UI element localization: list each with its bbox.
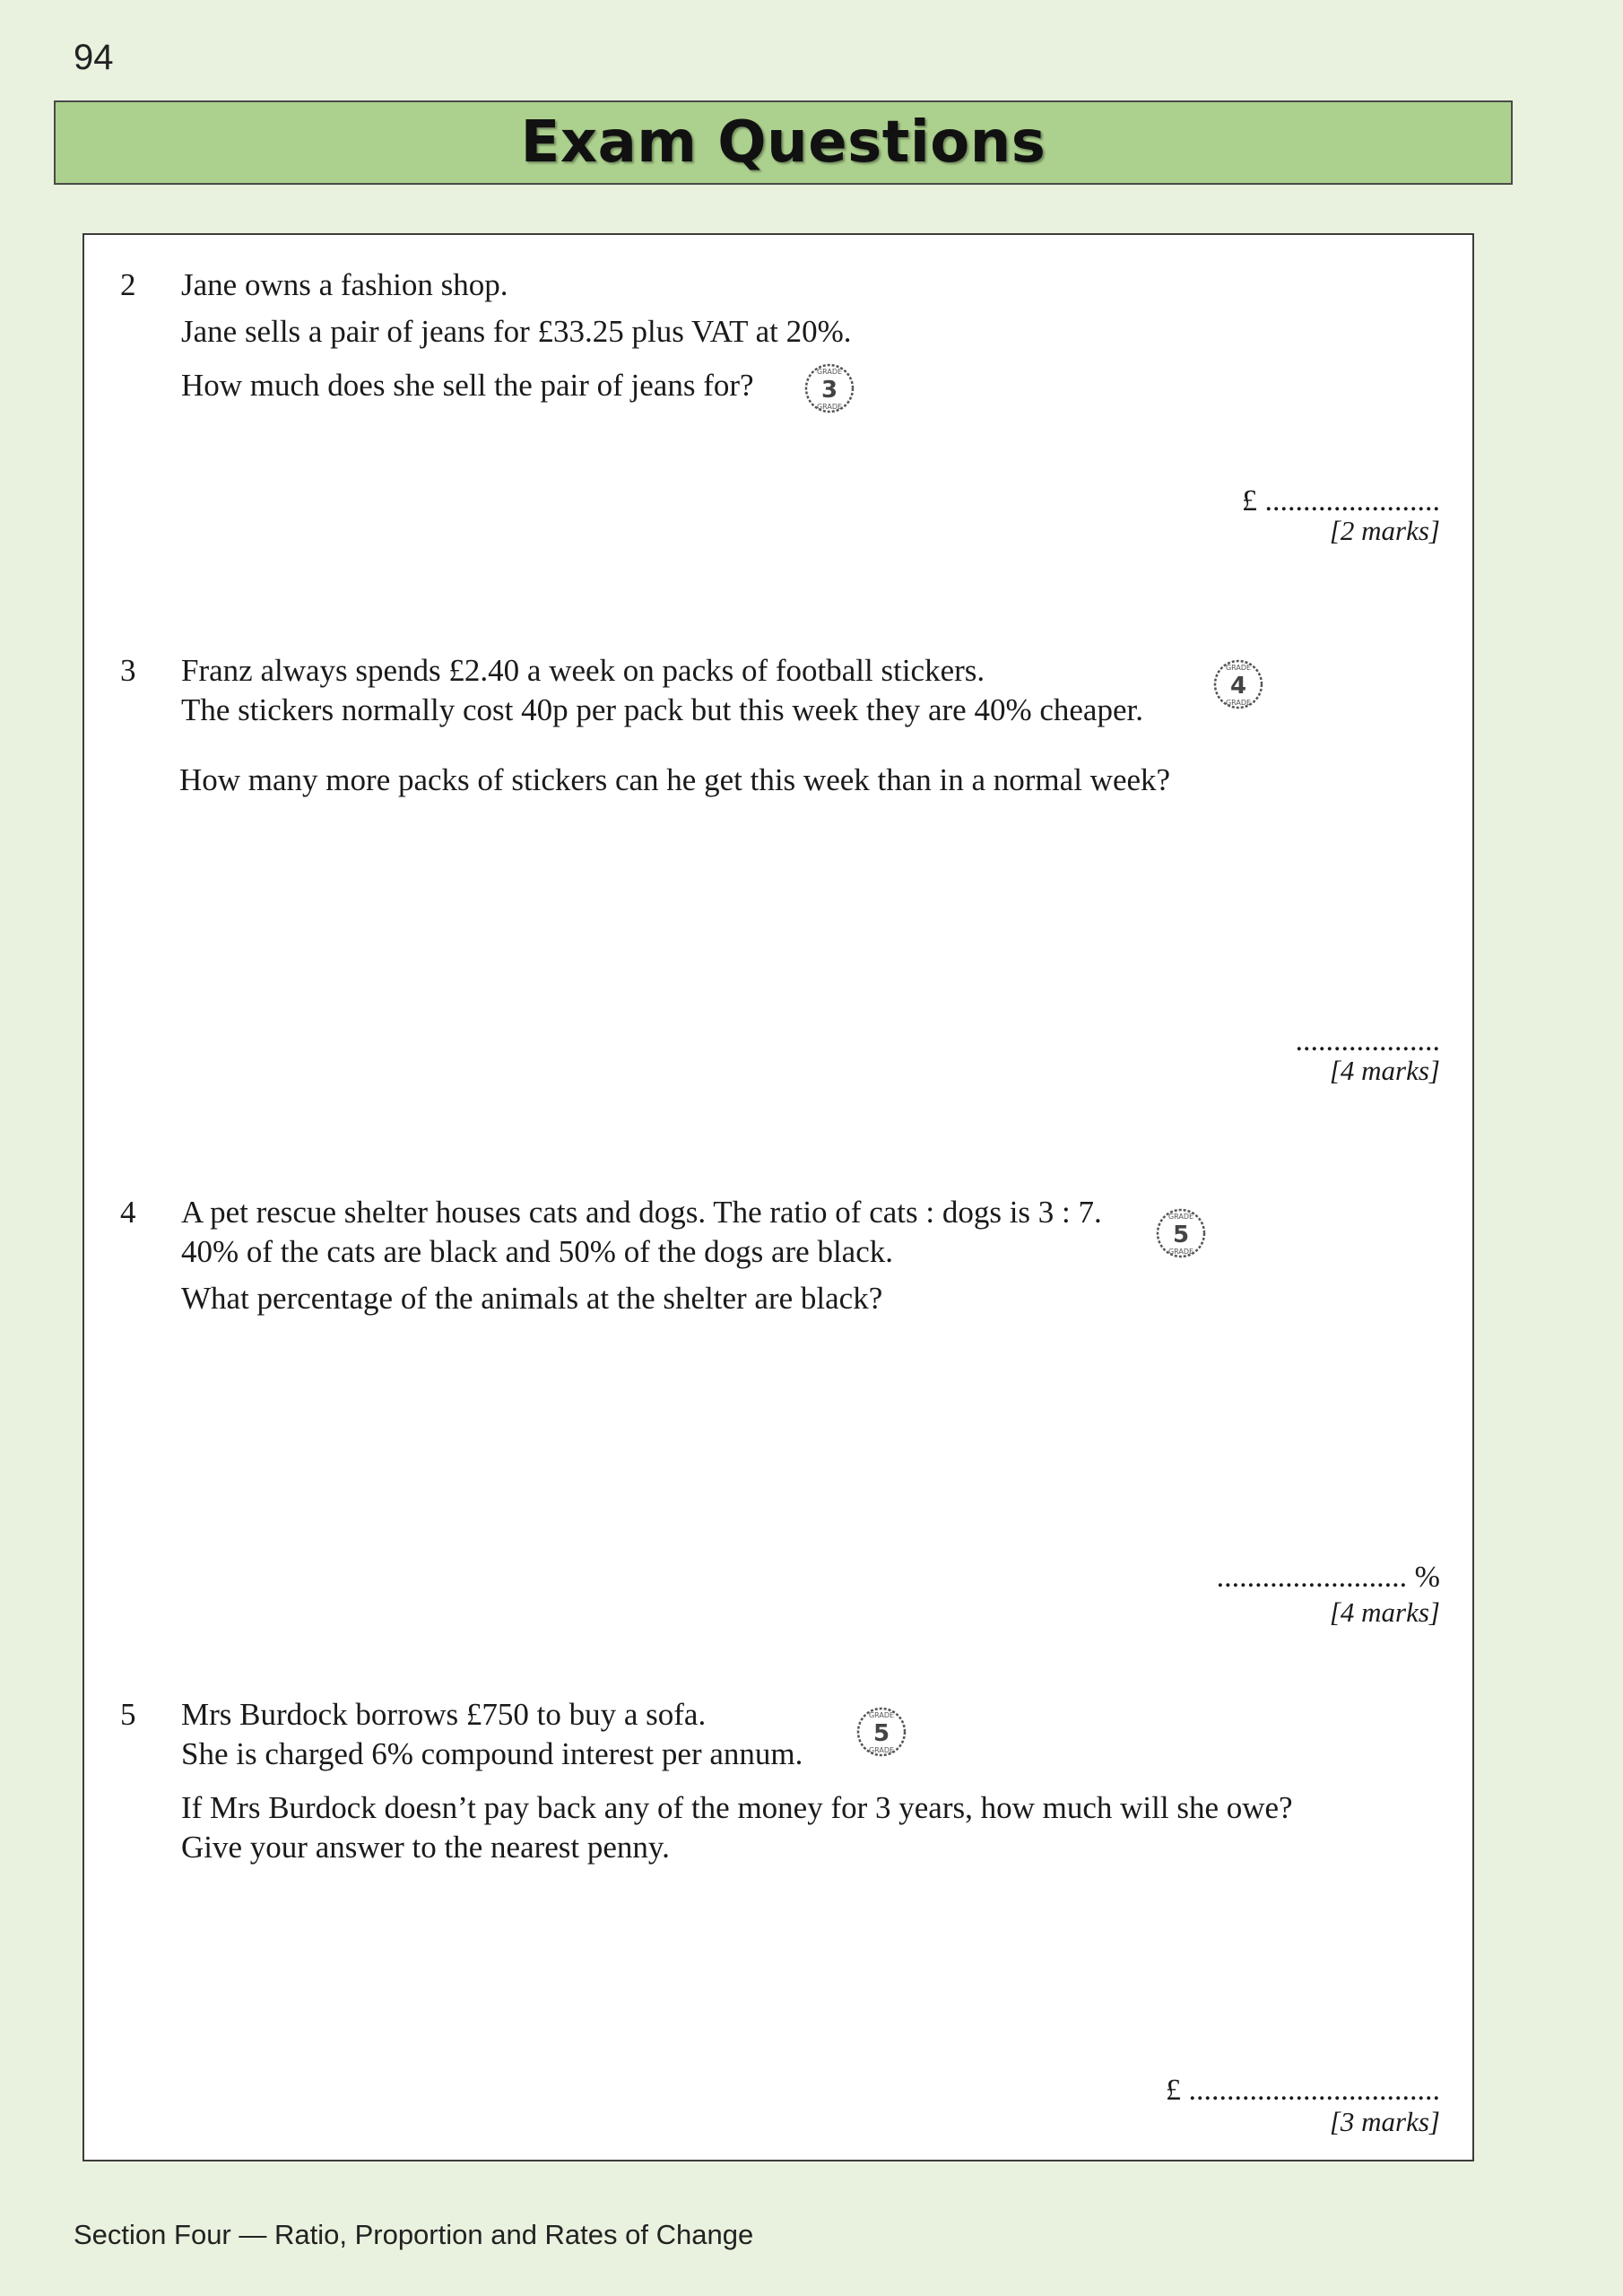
grade-value: 5 xyxy=(1172,1222,1190,1248)
grade-value: 5 xyxy=(872,1720,890,1747)
marks-label: [2 marks] xyxy=(1329,515,1440,546)
marks-label: [4 marks] xyxy=(1329,1596,1440,1628)
answer-line: ......................... % xyxy=(1216,1561,1440,1594)
svg-text:GRADE: GRADE xyxy=(868,1746,895,1754)
section-footer: Section Four — Ratio, Proportion and Rates of Change xyxy=(74,2219,754,2250)
grade-badge-icon xyxy=(802,361,857,416)
question-text: A pet rescue shelter houses cats and dogs. The ratio of cats : dogs is 3 : 7. xyxy=(181,1195,1102,1230)
question-number: 4 xyxy=(120,1195,136,1230)
page-title: Exam Questions xyxy=(520,109,1046,176)
question-text: Jane owns a fashion shop. xyxy=(181,267,508,302)
svg-text:GRADE: GRADE xyxy=(816,403,843,411)
svg-text:GRADE: GRADE xyxy=(1225,664,1252,672)
svg-text:GRADE: GRADE xyxy=(868,1711,895,1719)
title-bar xyxy=(54,100,1513,185)
answer-line: ................... xyxy=(1295,1024,1440,1057)
marks-label: [3 marks] xyxy=(1329,2106,1440,2137)
question-number: 2 xyxy=(120,267,136,302)
question-text: 40% of the cats are black and 50% of the dogs are black. xyxy=(181,1234,893,1269)
question-text: How much does she sell the pair of jeans for? xyxy=(181,368,754,403)
question-text: How many more packs of stickers can he get this week than in a normal week? xyxy=(179,762,1171,797)
question-number: 5 xyxy=(120,1697,136,1732)
grade-badge-icon xyxy=(1153,1205,1209,1261)
question-text: What percentage of the animals at the shelter are black? xyxy=(181,1281,883,1316)
svg-text:GRADE: GRADE xyxy=(816,368,843,376)
question-text: She is charged 6% compound interest per annum. xyxy=(181,1736,803,1771)
question-text: Jane sells a pair of jeans for £33.25 plus VAT at 20%. xyxy=(181,314,852,349)
answer-line: £ ....................... xyxy=(1242,484,1440,517)
grade-badge-icon xyxy=(1211,657,1266,712)
question-text: Give your answer to the nearest penny. xyxy=(181,1830,670,1865)
questions-panel xyxy=(82,233,1474,2161)
question-text: If Mrs Burdock doesn’t pay back any of the money for 3 years, how much will she owe? xyxy=(181,1790,1293,1825)
question-text: Mrs Burdock borrows £750 to buy a sofa. xyxy=(181,1697,707,1732)
svg-text:GRADE: GRADE xyxy=(1225,699,1252,707)
question-number: 3 xyxy=(120,653,136,688)
grade-badge-icon xyxy=(854,1704,909,1760)
marks-label: [4 marks] xyxy=(1329,1055,1440,1086)
question-text: The stickers normally cost 40p per pack but this week they are 40% cheaper. xyxy=(181,692,1143,727)
grade-value: 3 xyxy=(820,377,838,404)
grade-value: 4 xyxy=(1229,673,1247,700)
svg-text:GRADE: GRADE xyxy=(1167,1213,1194,1221)
page-number: 94 xyxy=(74,38,114,77)
svg-text:GRADE: GRADE xyxy=(1167,1248,1194,1256)
question-text: Franz always spends £2.40 a week on packs of football stickers. xyxy=(181,653,985,688)
answer-line: £ ................................. xyxy=(1166,2074,1440,2107)
